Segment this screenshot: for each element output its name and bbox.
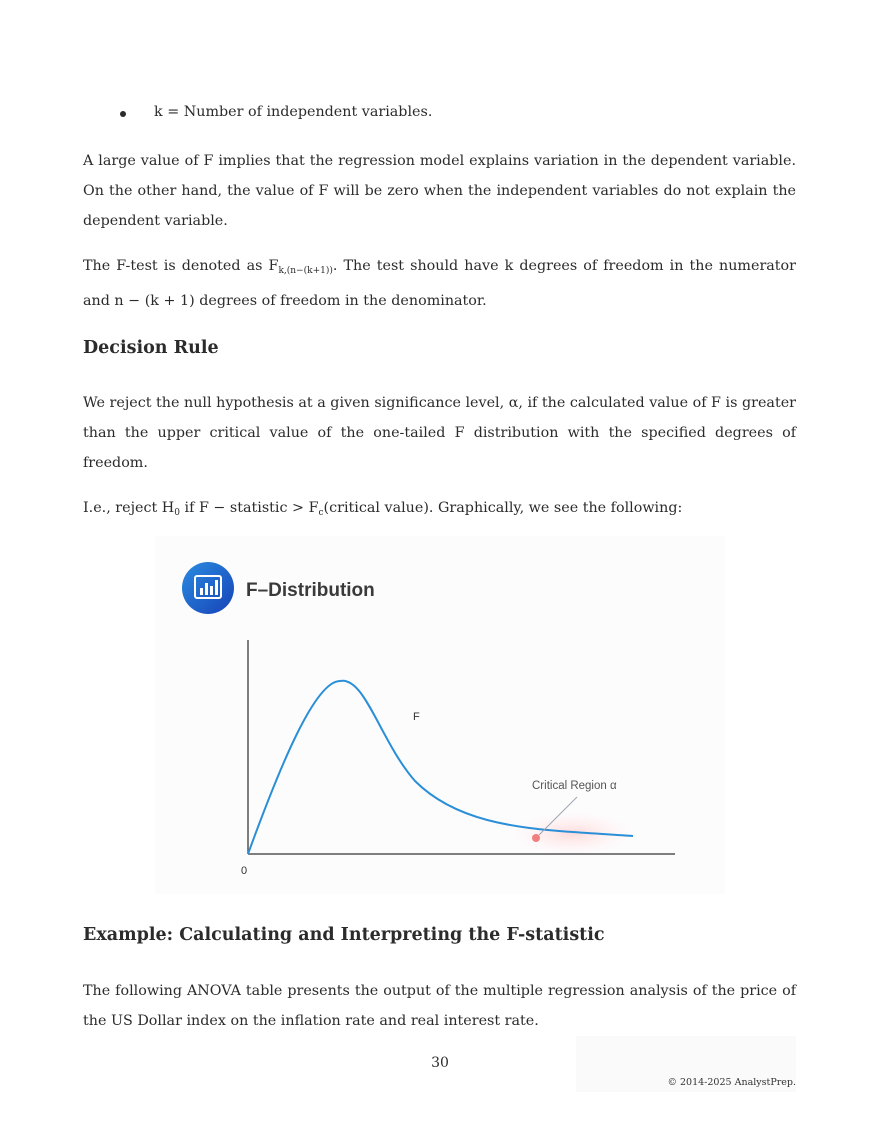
para4-sub2: c — [318, 508, 324, 518]
paragraph-anova-intro: The following ANOVA table presents the output of the multiple regression analysis of the price of the US Dollar index on the inflation rate and real interest rate. — [83, 983, 796, 1029]
paragraph-decision-rule: We reject the null hypothesis at a given significance level, α, if the calculated value of F is greater than the upper critical value of the one-tailed F distribution with the specified degrees of freedom. — [83, 395, 796, 471]
critical-region-label: Critical Region α — [532, 780, 617, 792]
f-distribution-graphic — [155, 536, 725, 894]
bar-chart-icon — [182, 562, 234, 614]
para2-subscript: k,(n−(k+1)) — [278, 266, 333, 276]
para4-part2: if F − statistic > F — [179, 500, 319, 516]
para2-before: The F-test is denoted as F — [83, 258, 279, 274]
paragraph-reject-rule — [83, 493, 796, 528]
f-distribution-figure — [155, 536, 725, 894]
para2-after: . The test should have k degrees of freedom in the numerator and n − (k + 1) degrees of freedom in the denominator. — [83, 258, 796, 309]
para4-sub1: 0 — [174, 508, 180, 518]
origin-label: 0 — [241, 865, 248, 877]
curve-label: F — [413, 711, 420, 723]
page-number: 30 — [431, 1055, 449, 1071]
para4-part3: (critical value). Graphically, we see the following: — [323, 500, 683, 516]
figure-title: F–Distribution — [246, 580, 375, 601]
copyright-notice: © 2014-2025 AnalystPrep. — [667, 1077, 796, 1088]
paragraph-f-value: A large value of F implies that the regression model explains variation in the dependent variable. On the other hand, the value of F will be zero when the independent variables do not explain the dependent variable. — [83, 153, 796, 229]
bullet-text: k = Number of independent variables. — [154, 104, 433, 120]
critical-region-shade — [510, 811, 635, 856]
critical-value-dot — [532, 834, 540, 842]
heading-decision-rule: Decision Rule — [83, 338, 219, 358]
bullet-marker — [120, 111, 126, 117]
heading-example: Example: Calculating and Interpreting the F-statistic — [83, 925, 605, 945]
para4-part1: I.e., reject H — [83, 500, 175, 516]
paragraph-f-test-notation — [83, 251, 796, 316]
